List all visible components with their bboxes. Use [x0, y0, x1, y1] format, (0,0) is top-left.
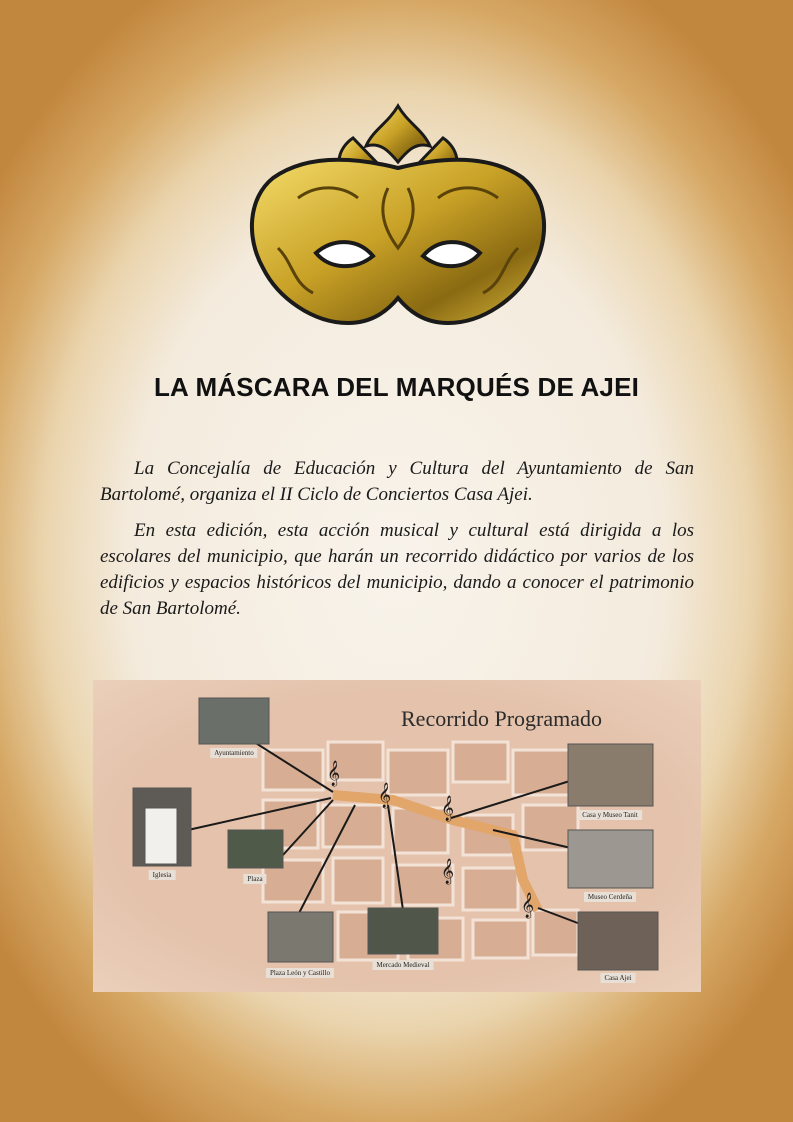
svg-text:𝄞: 𝄞: [378, 783, 392, 808]
map-label-casa-museo-tanit: Casa y Museo Tanit: [578, 810, 642, 820]
svg-text:𝄞: 𝄞: [441, 796, 455, 821]
svg-text:𝄞: 𝄞: [327, 761, 341, 786]
description-paragraph: En esta edición, esta acción musical y cultural está dirigida a los escolares del municipio, que harán un recorrido didáctico por varios de los edificios y espacios históricos del municipio, dando a conocer el patrimonio de San Bartolomé.: [100, 520, 694, 619]
map-label-casa-ajei: Casa Ajei: [600, 973, 635, 983]
map-label-ayuntamiento: Ayuntamiento: [210, 748, 257, 758]
gold-mask-illustration: [238, 98, 558, 338]
svg-text:𝄞: 𝄞: [521, 893, 535, 918]
intro-paragraph: La Concejalía de Educación y Cultura del Ayuntamiento de San Bartolomé, organiza el II Ciclo de Conciertos Casa Ajei.: [100, 458, 694, 505]
map-label-iglesia: Iglesia: [149, 870, 176, 880]
route-map: [93, 680, 701, 992]
page-title: LA MÁSCARA DEL MARQUÉS DE AJEI: [153, 372, 640, 402]
map-label-mercado-medieval: Mercado Medieval: [372, 960, 433, 970]
svg-text:𝄞: 𝄞: [441, 859, 455, 884]
map-label-museo-cerdena: Museo Cerdeña: [584, 892, 636, 902]
map-label-plaza: Plaza: [243, 874, 266, 884]
map-label-plaza-leon-castillo: Plaza León y Castillo: [266, 968, 334, 978]
map-title: Recorrido Programado: [401, 706, 602, 731]
